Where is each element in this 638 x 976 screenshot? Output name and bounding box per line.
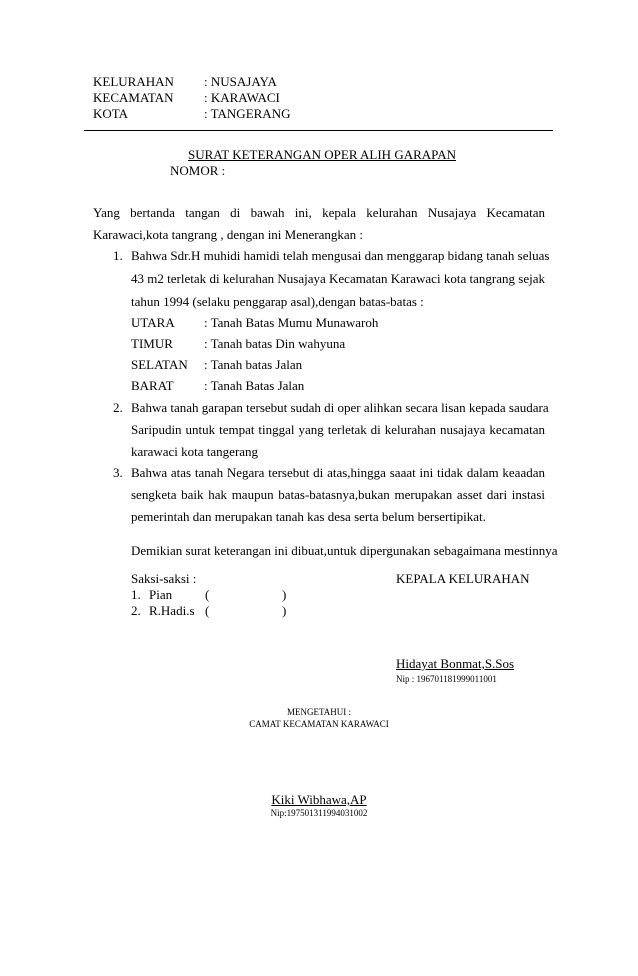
witness-2-number: 2. bbox=[131, 603, 141, 618]
header-label-kota: KOTA bbox=[93, 106, 129, 121]
border-utara-label: UTARA bbox=[131, 315, 175, 330]
witness-1-close-paren: ) bbox=[282, 587, 287, 602]
header-value-kecamatan: : KARAWACI bbox=[204, 90, 280, 105]
item-3-line-1: Bahwa atas tanah Negara tersebut di atas,hingga saaat ini tidak dalam keaadan bbox=[131, 465, 545, 480]
header-label-kelurahan: KELURAHAN bbox=[93, 74, 174, 89]
camat-name: Kiki Wibhawa,AP bbox=[271, 792, 367, 807]
witness-2-open-paren: ( bbox=[205, 603, 210, 618]
witnesses-label: Saksi-saksi : bbox=[131, 571, 197, 586]
camat-nip: Nip:197501311994031002 bbox=[270, 808, 368, 818]
border-barat-value: : Tanah Batas Jalan bbox=[204, 378, 305, 393]
item-3-line-3: pemerintah dan merupakan tanah kas desa serta belum bersertipikat. bbox=[131, 509, 486, 524]
item-1-line-1: Bahwa Sdr.H muhidi hamidi telah mengusai dan menggarap bidang tanah seluas bbox=[131, 248, 550, 263]
item-1-number: 1. bbox=[113, 248, 123, 263]
border-timur-value: : Tanah batas Din wahyuna bbox=[204, 336, 346, 351]
header-divider bbox=[84, 130, 553, 131]
item-2-line-3: karawaci kota tangerang bbox=[131, 444, 259, 459]
border-selatan-label: SELATAN bbox=[131, 357, 188, 372]
intro-line-2: Karawaci,kota tangrang , dengan ini Menerangkan : bbox=[93, 227, 364, 242]
header-label-kecamatan: KECAMATAN bbox=[93, 90, 174, 105]
witness-2-close-paren: ) bbox=[282, 603, 287, 618]
intro-line-1: Yang bertanda tangan di bawah ini, kepala kelurahan Nusajaya Kecamatan bbox=[93, 205, 545, 220]
header-value-kota: : TANGERANG bbox=[204, 106, 291, 121]
border-selatan-value: : Tanah batas Jalan bbox=[204, 357, 303, 372]
witness-2-name: R.Hadi.s bbox=[149, 603, 195, 618]
camat-title: CAMAT KECAMATAN KARAWACI bbox=[249, 719, 389, 729]
witness-1-name: Pian bbox=[149, 587, 173, 602]
mengetahui-label: MENGETAHUI : bbox=[286, 707, 352, 717]
item-3-number: 3. bbox=[113, 465, 123, 480]
document-title: SURAT KETERANGAN OPER ALIH GARAPAN bbox=[188, 147, 456, 162]
item-2-line-1: Bahwa tanah garapan tersebut sudah di oper alihkan secara lisan kepada saudara bbox=[131, 400, 549, 415]
header-value-kelurahan: : NUSAJAYA bbox=[204, 74, 277, 89]
item-1-line-3: tahun 1994 (selaku penggarap asal),dengan batas-batas : bbox=[131, 294, 424, 309]
closing-statement: Demikian surat keterangan ini dibuat,untuk dipergunakan sebagaimana mestinnya bbox=[131, 543, 558, 558]
border-barat-label: BARAT bbox=[131, 378, 174, 393]
kepala-title: KEPALA KELURAHAN bbox=[396, 571, 530, 586]
document-number: NOMOR : bbox=[170, 163, 226, 178]
kepala-nip: Nip : 196701181999011001 bbox=[396, 674, 497, 684]
border-utara-value: : Tanah Batas Mumu Munawaroh bbox=[204, 315, 379, 330]
kepala-name: Hidayat Bonmat,S.Sos bbox=[396, 656, 515, 671]
item-2-line-2: Saripudin untuk tempat tinggal yang terletak di kelurahan nusajaya kecamatan bbox=[131, 422, 545, 437]
witness-1-open-paren: ( bbox=[205, 587, 210, 602]
item-2-number: 2. bbox=[113, 400, 123, 415]
item-1-line-2: 43 m2 terletak di kelurahan Nusajaya Kecamatan Karawaci kota tangrang sejak bbox=[131, 271, 545, 286]
border-timur-label: TIMUR bbox=[131, 336, 173, 351]
item-3-line-2: sengketa baik hak maupun batas-batasnya,bukan merupakan asset dari instasi bbox=[131, 487, 545, 502]
witness-1-number: 1. bbox=[131, 587, 141, 602]
